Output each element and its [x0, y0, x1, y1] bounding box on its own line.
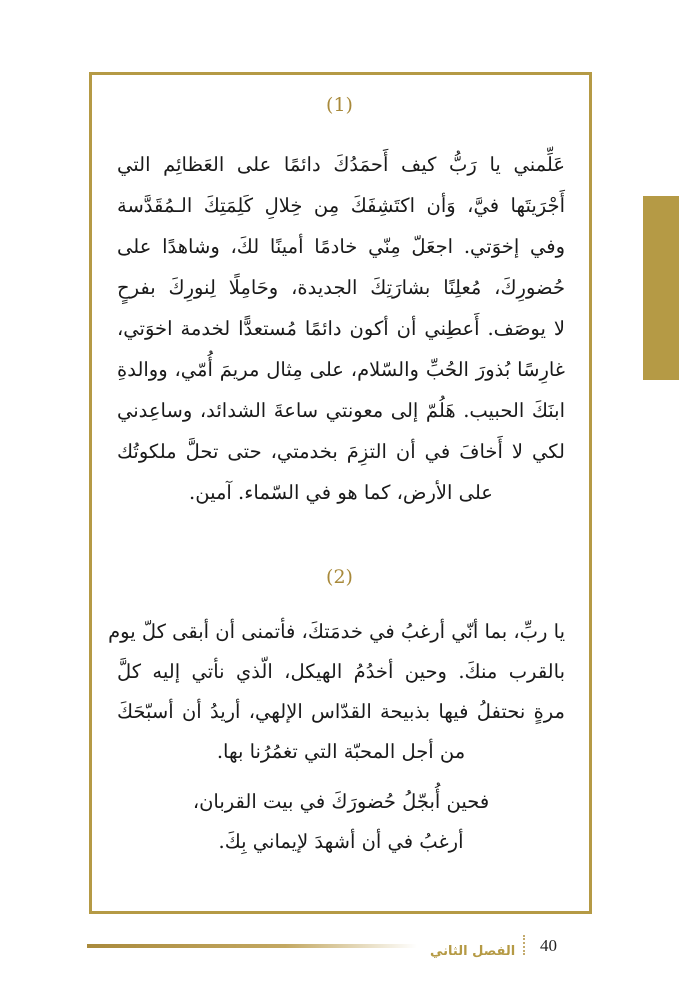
section-number-1: (1) — [326, 94, 353, 116]
text-line: يا ربِّ، بما أنّي أرغبُ في خدمَتكَ، فأتمنى أن أبقى كلّ يوم — [108, 620, 565, 643]
footer-rule — [87, 944, 417, 948]
text-line: غارِسًا بُذورَ الحُبِّ والسّلام، على مِثال مريمَ أُمّي، ووالدةِ — [117, 358, 565, 381]
chapter-side-tab — [643, 196, 679, 380]
text-line: مرةٍ نحتفلُ فيها بذبيحة القدّاس الإلهي، أريدُ أن أسبّحَكَ — [117, 700, 565, 723]
page-number: 40 — [540, 936, 557, 955]
text-line: بالقرب منكَ. وحين أخدُمُ الهيكل، الّذي نأتي إليه كلَّ — [117, 660, 565, 683]
text-line: من أجل المحبّة التي تغمُرُنا بها. — [216, 740, 466, 763]
text-line: فحين أُبجّلُ حُضورَكَ في بيت القربان، — [192, 790, 490, 813]
text-line: لكي لا أَخافَ في أن التزِمَ بخدمتي، حتى تحلَّ ملكوتُك — [117, 440, 565, 463]
text-line: عَلِّمني يا رَبُّ كيف أَحمَدُكَ دائمًا على العَظائِم التي — [117, 153, 565, 176]
chapter-title: الفصل الثاني — [430, 944, 516, 959]
text-line: على الأرض، كما هو في السّماء. آمين. — [189, 481, 493, 504]
prayer-1-text — [117, 144, 565, 513]
footer-divider — [523, 935, 525, 955]
text-line: وفي إخوَتي. اجعَلّ مِنّي خادمًا أمينًا لكَ، وشاهدًا على — [117, 235, 565, 258]
text-line: حُضورِكَ، مُعلِنًا بشارَتِكَ الجديدة، وحَامِلًا لِنورِكَ بفرحٍ — [117, 276, 565, 299]
text-line: أرغبُ في أن أشهدَ لإيماني بِكَ. — [218, 830, 464, 853]
text-line: أَجْرَيتَها فيَّ، وَأن اكتَشِفَكَ مِن خِلالِ كَلِمَتِكَ الـمُقَدَّسة — [117, 194, 565, 217]
text-line: ابنَكَ الحبيب. هَلُمّ إلى معونتي ساعةَ الشدائد، وساعِدني — [117, 399, 565, 422]
text-line: لا يوصَف. أَعطِني أن أكون دائمًا مُستعدًّا لخدمة اخوَتي، — [117, 317, 565, 340]
prayer-2-text — [108, 612, 565, 862]
section-number-2: (2) — [326, 566, 353, 588]
